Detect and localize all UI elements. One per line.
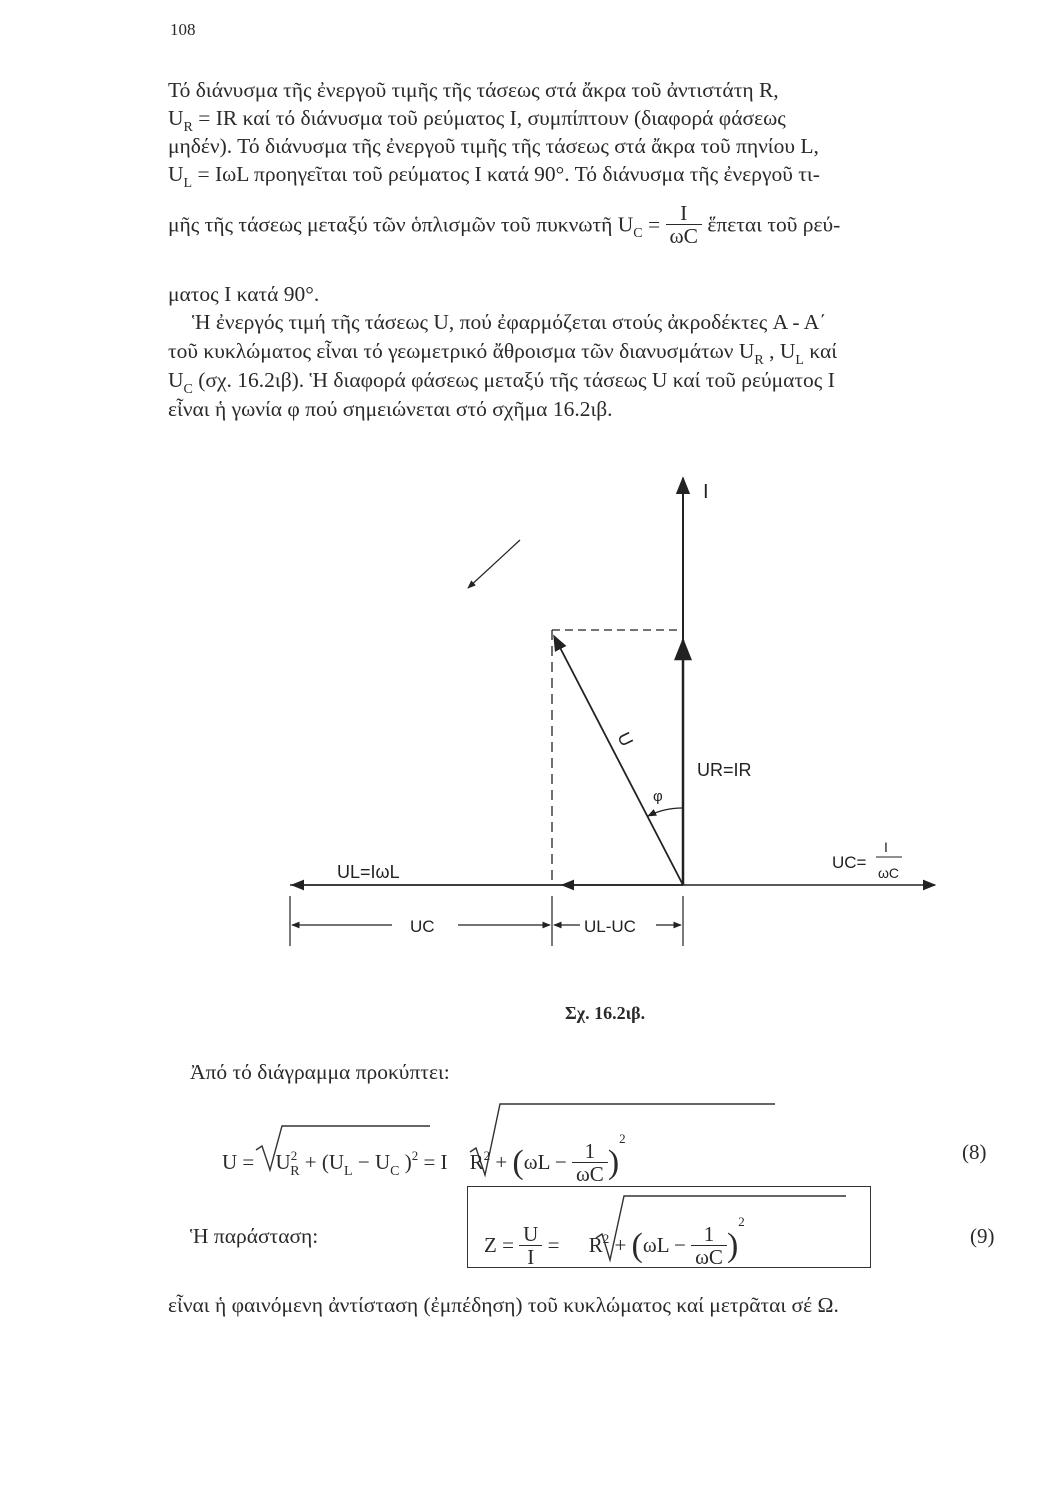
text-line: $U_L = I\omega L$ προηγεῖται τοῦ ρεύματος I κατά 90°. Τό διάνυσμα τῆς ἐνεργοῦ τι- <box>168 162 820 191</box>
label-ur: UR=IR <box>697 760 752 780</box>
lead-text: Ἀπό τό διάγραμμα προκύπτει: <box>190 1060 450 1084</box>
label-current: I <box>703 481 709 503</box>
label-ul: UL=IωL <box>337 862 400 882</box>
figure-caption: Σχ. 16.2ιβ. <box>565 1003 646 1023</box>
equation-number-8: (8) <box>962 1140 987 1164</box>
label-phi: φ <box>653 788 663 805</box>
equation-9: Z = $\frac{U}{I}$ = $R^2 + (\omega L$ − $\frac{1}{\omega C}$ )$^2$ <box>484 1214 745 1269</box>
label-uc-fraction-numerator: I <box>884 839 888 855</box>
pointer-arrow <box>468 540 520 588</box>
text-line: $U_R$ = IR καί τό διάνυσμα τοῦ ρεύματος I, συμπίπτουν (διαφορά φάσεως <box>168 106 786 135</box>
fraction: $\frac{1}{\omega C}$ <box>691 1223 727 1268</box>
text-line: εἶναι ἡ γωνία φ πού σημειώνεται στό σχῆμα 16.2ιβ. <box>168 397 613 421</box>
dimension-label-uc: UC <box>410 917 435 936</box>
text-line: μηδέν). Τό διάνυσμα τῆς ἐνεργοῦ τιμῆς τῆς τάσεως στά ἄκρα τοῦ πηνίου L, <box>168 134 819 158</box>
equation-lead: Ἡ παράσταση: <box>190 1224 319 1248</box>
label-voltage: U <box>613 728 638 750</box>
text-line: ματος I κατά 90°. <box>168 282 320 306</box>
u-vector-arrow <box>554 636 683 885</box>
fraction: $\frac{1}{\omega C}$ <box>572 1140 608 1185</box>
final-sentence: εἶναι ἡ φαινόμενη ἀντίσταση (ἐμπέδηση) τοῦ κυκλώματος καί μετρᾶται σέ Ω. <box>168 1293 839 1317</box>
text-line: Ἡ ἐνεργός τιμή τῆς τάσεως U, πού ἐφαρμόζεται στούς ἀκροδέκτες A - A΄ <box>192 310 827 334</box>
equation-8: $U = U^2_R + (U_L - U_C$ )$^2$ = I $R^2 + (\omega L$ − $\frac{1}{\omega C}$ )$^2$ <box>222 1131 626 1186</box>
text-line: μῆς τῆς τάσεως μεταξύ τῶν ὁπλισμῶν τοῦ πυκνωτῆ $U_C$ = $\frac{I}{\omega C}$ ἕπεται τοῦ ρεύ- <box>168 201 841 248</box>
text-line: Τό διάνυσμα τῆς ἐνεργοῦ τιμῆς τῆς τάσεως στά ἄκρα τοῦ ἀντιστάτη R, <box>168 78 779 102</box>
label-uc-fraction-denominator: ωC <box>878 865 900 881</box>
text-line: $U_C$ (σχ. 16.2ιβ). Ἡ διαφορά φάσεως μεταξύ τῆς τάσεως U καί τοῦ ρεύματος I <box>168 368 835 397</box>
equation-number-9: (9) <box>970 1224 995 1248</box>
label-uc: UC= <box>832 853 867 872</box>
fraction: $\frac{U}{I}$ <box>519 1223 542 1268</box>
phi-angle-arc <box>648 808 683 816</box>
page-number: 108 <box>170 20 196 39</box>
fraction: $\frac{I}{\omega C}$ <box>666 202 703 247</box>
text-line: τοῦ κυκλώματος εἶναι τό γεωμετρικό ἄθροισμα τῶν διανυσμάτων $U_R$ , $U_L$ καί <box>168 339 838 368</box>
dimension-label-difference: UL-UC <box>584 917 636 936</box>
